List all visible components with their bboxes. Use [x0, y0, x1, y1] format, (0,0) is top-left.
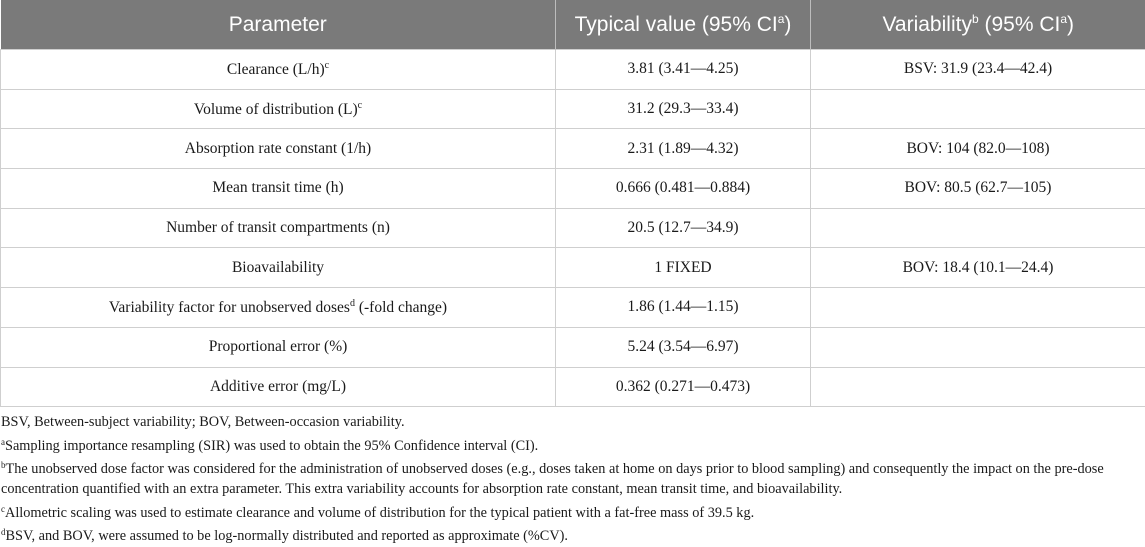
- cell-parameter: [1, 288, 556, 328]
- footnote-a-text: Sampling importance resampling (SIR) was used to obtain the 95% Confidence interval (CI).: [5, 438, 538, 454]
- cell-typical-value: 31.2 (29.3—33.4): [556, 89, 811, 129]
- footnote-marker: a: [1, 437, 5, 447]
- cell-parameter: [1, 50, 556, 90]
- cell-variability: [811, 89, 1145, 129]
- footnote-marker: b: [972, 12, 979, 26]
- cell-variability: BOV: 80.5 (62.7—105): [811, 169, 1145, 209]
- cell-typical-value: 5.24 (3.54—6.97): [556, 327, 811, 367]
- cell-parameter: Number of transit compartments (n): [1, 208, 556, 248]
- header-typical-close: ): [784, 13, 791, 36]
- header-variability: [811, 0, 1145, 50]
- footnote-marker: d: [350, 298, 355, 309]
- cell-typical-value: 1.86 (1.44—1.15): [556, 288, 811, 328]
- table-row: [1, 367, 1145, 407]
- cell-variability: BSV: 31.9 (23.4—42.4): [811, 50, 1145, 90]
- parameter-name: Clearance (L/h): [227, 61, 325, 78]
- table-row: [1, 89, 1145, 129]
- footnote-d: [1, 523, 1145, 547]
- table-footnotes: [0, 407, 1145, 547]
- footnote-marker: a: [1060, 12, 1067, 26]
- table-row: [1, 327, 1145, 367]
- parameter-name: Variability factor for unobserved doses: [109, 299, 350, 316]
- cell-parameter: Bioavailability: [1, 248, 556, 288]
- cell-variability: [811, 327, 1145, 367]
- table-row: [1, 288, 1145, 328]
- cell-typical-value: 3.81 (3.41—4.25): [556, 50, 811, 90]
- header-row: [1, 0, 1145, 50]
- footnote-marker: a: [778, 12, 785, 26]
- header-typical-label: Typical value (95% CI: [575, 13, 778, 36]
- cell-variability: [811, 367, 1145, 407]
- footnote-abbreviations: BSV, Between-subject variability; BOV, Between-occasion variability.: [1, 413, 1145, 433]
- cell-parameter: Additive error (mg/L): [1, 367, 556, 407]
- cell-typical-value: 0.666 (0.481—0.884): [556, 169, 811, 209]
- footnote-d-text: BSV, and BOV, were assumed to be log-normally distributed and reported as approximate (%CV).: [6, 528, 569, 544]
- cell-variability: BOV: 18.4 (10.1—24.4): [811, 248, 1145, 288]
- cell-typical-value: 1 FIXED: [556, 248, 811, 288]
- footnote-marker: c: [325, 60, 329, 71]
- cell-variability: [811, 208, 1145, 248]
- header-variability-label: Variability: [882, 13, 971, 36]
- parameter-name: Volume of distribution (L): [194, 101, 358, 118]
- cell-variability: BOV: 104 (82.0—108): [811, 129, 1145, 169]
- footnote-marker: c: [358, 100, 362, 111]
- footnote-marker: d: [1, 527, 6, 537]
- cell-parameter: Mean transit time (h): [1, 169, 556, 209]
- footnote-c-text: Allometric scaling was used to estimate clearance and volume of distribution for the typical patient with a fat-free mass of 39.5 kg.: [5, 505, 754, 521]
- cell-parameter: Absorption rate constant (1/h): [1, 129, 556, 169]
- table-row: [1, 169, 1145, 209]
- cell-typical-value: 0.362 (0.271—0.473): [556, 367, 811, 407]
- footnote-c: [1, 500, 1145, 524]
- footnote-a: [1, 433, 1145, 457]
- table-body: [1, 50, 1145, 407]
- header-variability-mid: (95% CI: [979, 13, 1061, 36]
- table-row: [1, 129, 1145, 169]
- footnote-marker: b: [1, 460, 6, 470]
- header-typical-value: [556, 0, 811, 50]
- cell-parameter: [1, 89, 556, 129]
- header-variability-close: ): [1067, 13, 1074, 36]
- header-parameter-label: Parameter: [229, 13, 327, 36]
- table-row: [1, 50, 1145, 90]
- footnote-b: [1, 456, 1145, 499]
- table-row: [1, 208, 1145, 248]
- cell-parameter: Proportional error (%): [1, 327, 556, 367]
- header-parameter: [1, 0, 556, 50]
- parameter-suffix: (-fold change): [355, 299, 447, 316]
- cell-variability: [811, 288, 1145, 328]
- cell-typical-value: 20.5 (12.7—34.9): [556, 208, 811, 248]
- footnote-marker: c: [1, 504, 5, 514]
- table-row: [1, 248, 1145, 288]
- table-header: [1, 0, 1145, 50]
- footnote-b-text: The unobserved dose factor was considered for the administration of unobserved doses (e.g., doses taken at home on days prior to blood sampling) and consequently the impact on the pre-dose concentration quantified with an extra parameter. This extra variability accounts for absorption rate constant, mean transit time, and bioavailability.: [1, 461, 1104, 497]
- cell-typical-value: 2.31 (1.89—4.32): [556, 129, 811, 169]
